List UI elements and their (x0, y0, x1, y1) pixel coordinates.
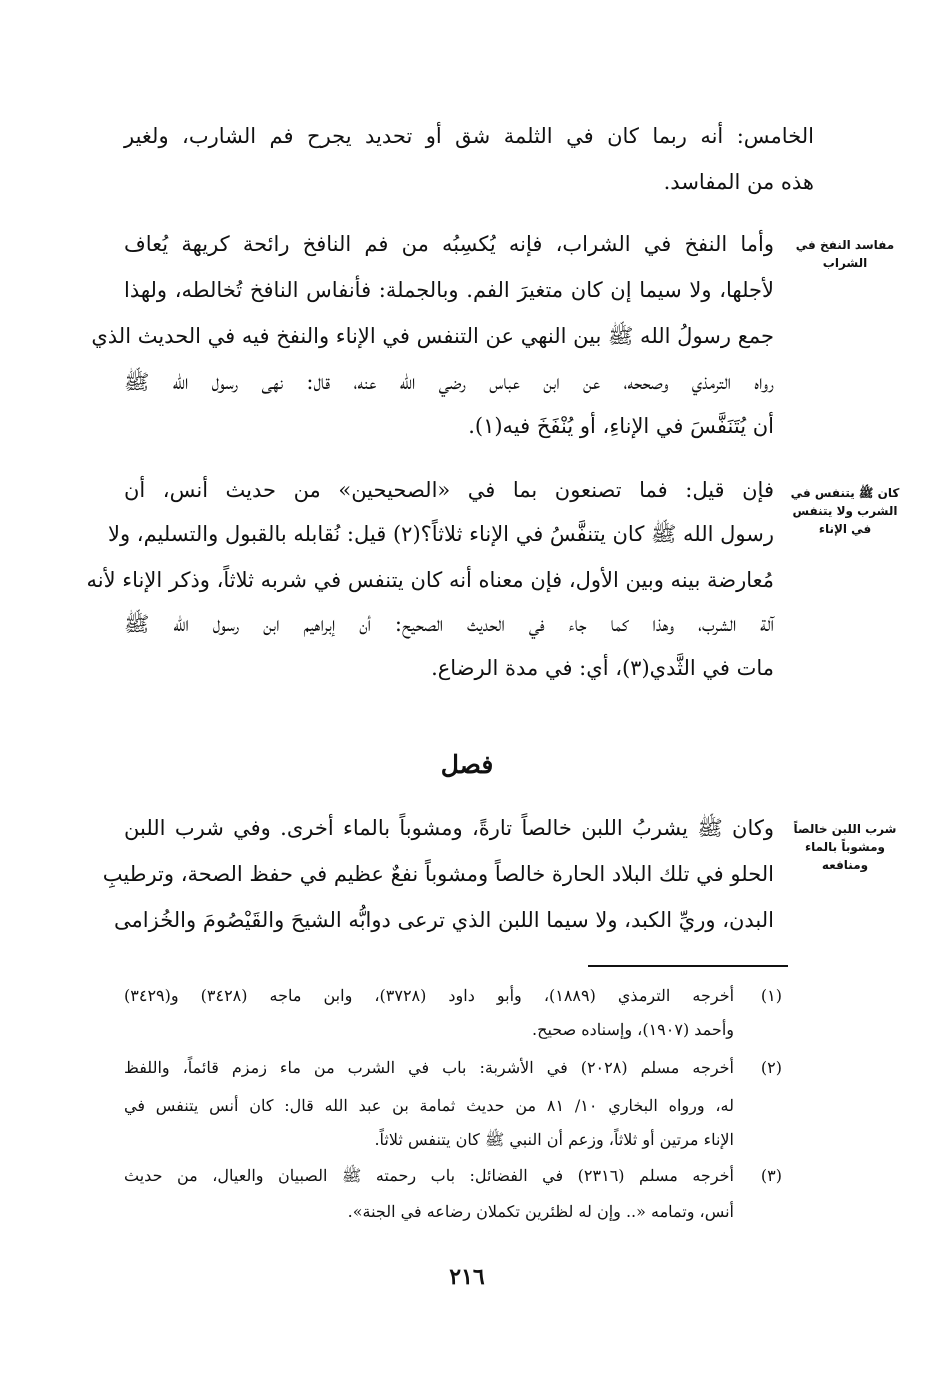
body-line: لأجلها، ولا سيما إن كان متغيرَ الفم. وبالجملة: فأنفاس النافخ تُخالطه، ولهذا (124, 278, 774, 302)
body-line: البدن، وريِّ الكبد، ولا سيما اللبن الذي ترعى دوابُّه الشيحَ والقَيْصُومَ والخُزامى (114, 908, 774, 932)
footnote-line: أخرجه الترمذي (١٨٨٩)، وأبو داود (٣٧٢٨)، وابن ماجه (٣٤٢٨) و(٣٤٢٩) (124, 986, 735, 1005)
body-line: أن يُتَنَفَّسَ في الإناءِ، أو يُنْفَخَ فيه(١). (468, 414, 774, 438)
footnote-line: وأحمد (١٩٠٧)، وإسناده صحيح. (532, 1020, 734, 1039)
body-line: وأما النفخ في الشراب، فإنه يُكسِبُه من فم النافخ رائحة كريهة يُعاف (124, 232, 774, 256)
body-line: هذه من المفاسد. (663, 170, 814, 194)
body-line: مات في الثَّدي(٣)، أي: في مدة الرضاع. (431, 656, 774, 680)
body-line: الخامس: أنه ربما كان في الثلمة شق أو تحديد يجرح فم الشارب، ولغير (124, 124, 814, 148)
margin-note: مفاسد النفخ في الشراب (795, 238, 895, 270)
body-line: آلة الشرب، وهذا كما جاء في الحديث الصحيح: أن إبراهيم ابن رسول الله ﷺ (124, 612, 774, 636)
margin-note: كان ﷺ يتنفس في الشرب ولا يتنفس في الإناء (790, 486, 900, 536)
body-line: وكان ﷺ يشربُ اللبن خالصاً تارةً، ومشوباً بالماء أخرى. وفي شرب اللبن (124, 816, 774, 840)
body-line: جمع رسولُ الله ﷺ بين النهي عن التنفس في الإناء والنفخ فيه في الحديث الذي (91, 324, 774, 348)
footnote-number: (٢) (760, 1058, 782, 1077)
section-heading: فصل (440, 750, 494, 779)
footnote-number: (١) (760, 986, 782, 1005)
body-line: الحلو في تلك البلاد الحارة خالصاً ومشوباً نفعٌ عظيم في حفظ الصحة، وترطيبِ (102, 862, 774, 886)
footnote-line: الإناء مرتين أو ثلاثاً، وزعم أن النبي ﷺ كان يتنفس ثلاثاً. (374, 1130, 734, 1149)
page-number: ٢١٦ (449, 1264, 485, 1290)
body-line: مُعارضة بينه وبين الأول، فإن معناه أنه كان يتنفس في شربه ثلاثاً، وذكر الإناء لأنه (86, 568, 774, 592)
footnote-line: له، ورواه البخاري ١٠/ ٨١ من حديث ثمامة بن عبد الله قال: كان أنس يتنفس في (124, 1096, 735, 1115)
body-line: رواه الترمذي وصححه، عن ابن عباس رضي الله عنه، قال: نهى رسول الله ﷺ (124, 370, 774, 394)
footnote-number: (٣) (760, 1166, 782, 1185)
footnote-line: أخرجه مسلم (٢٠٢٨) في الأشربة: باب في الشرب من ماء زمزم قائماً، واللفظ (124, 1058, 734, 1077)
margin-note: شرب اللبن خالصاً ومشوباً بالماء ومنافعه (793, 822, 897, 872)
body-line: فإن قيل: فما تصنعون بما في «الصحيحين» من حديث أنس، أن (124, 478, 774, 502)
footnote-separator (588, 965, 788, 967)
footnote-line: أخرجه مسلم (٢٣١٦) في الفضائل: باب رحمته ﷺ الصبيان والعيال، من حديث (124, 1166, 734, 1185)
footnote-line: أنس، وتمامه «.. وإن له لظئرين تكملان رضاعه في الجنة». (347, 1202, 734, 1221)
body-line: رسول الله ﷺ كان يتنفَّسُ في الإناء ثلاثاً؟(٢) قيل: نُقابله بالقبول والتسليم، ولا (108, 522, 774, 546)
